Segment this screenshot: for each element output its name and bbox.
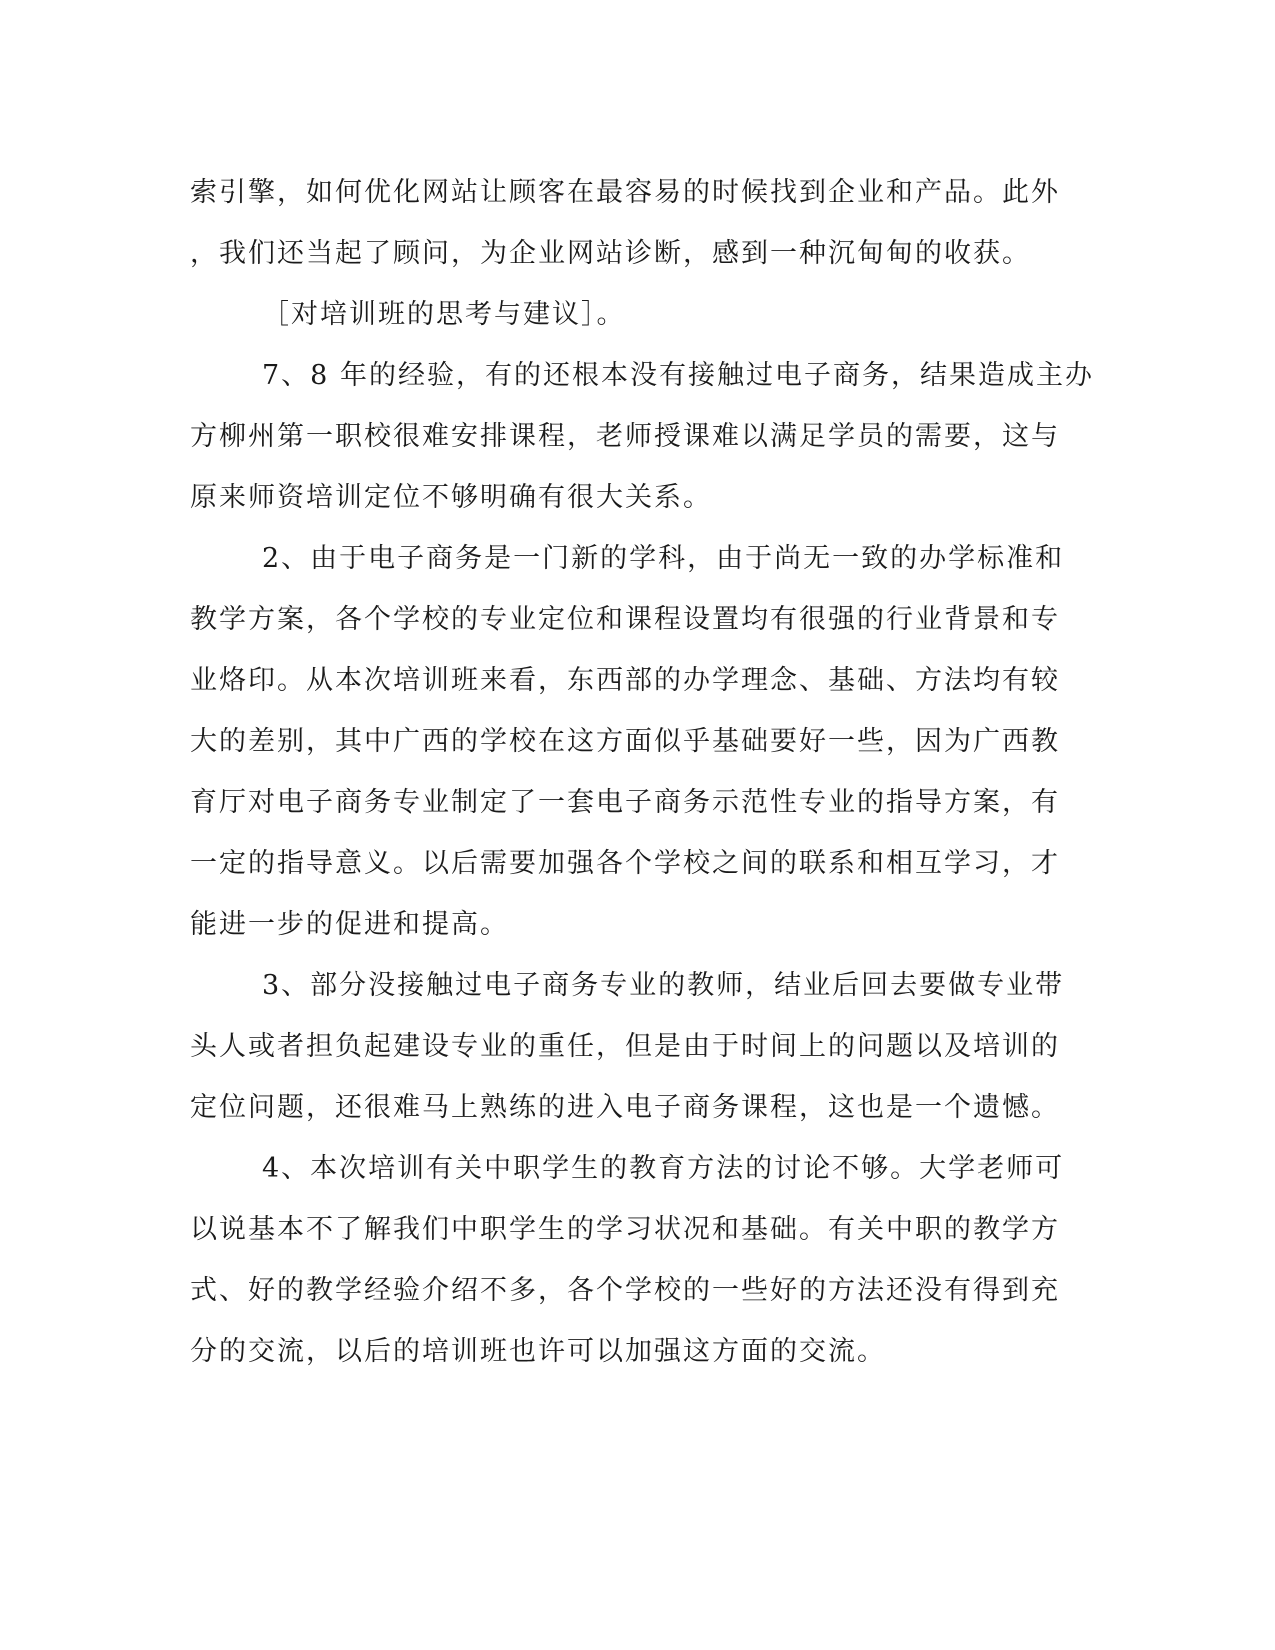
text-line-12: 一定的指导意义。以后需要加强各个学校之间的联系和相互学习，才 [190,848,1060,879]
text-line-8: 教学方案，各个学校的专业定位和课程设置均有很强的行业背景和专 [190,604,1060,635]
text-line-4: 7、8 年的经验，有的还根本没有接触过电子商务，结果造成主办 [262,360,1094,391]
text-line-16: 定位问题，还很难马上熟练的进入电子商务课程，这也是一个遗憾。 [190,1092,1060,1123]
text-line-1: 索引擎，如何优化网站让顾客在最容易的时候找到企业和产品。此外 [190,177,1060,208]
text-line-18: 以说基本不了解我们中职学生的学习状况和基础。有关中职的教学方 [190,1214,1060,1245]
section-heading: ［对培训班的思考与建议］。 [262,299,626,330]
text-line-2: ，我们还当起了顾问，为企业网站诊断，感到一种沉甸甸的收获。 [190,238,1031,269]
text-line-14: 3、部分没接触过电子商务专业的教师，结业后回去要做专业带 [262,970,1065,1001]
text-line-6: 原来师资培训定位不够明确有很大关系。 [190,482,712,513]
text-line-11: 育厅对电子商务专业制定了一套电子商务示范性专业的指导方案，有 [190,787,1060,818]
text-line-19: 式、好的教学经验介绍不多，各个学校的一些好的方法还没有得到充 [190,1275,1060,1306]
text-line-20: 分的交流，以后的培训班也许可以加强这方面的交流。 [190,1336,886,1367]
text-line-7: 2、由于电子商务是一门新的学科，由于尚无一致的办学标准和 [262,543,1065,574]
document-body [190,162,1094,1382]
text-line-10: 大的差别，其中广西的学校在这方面似乎基础要好一些，因为广西教 [190,726,1060,757]
text-line-9: 业烙印。从本次培训班来看，东西部的办学理念、基础、方法均有较 [190,665,1060,696]
text-line-17: 4、本次培训有关中职学生的教育方法的讨论不够。大学老师可 [262,1153,1065,1184]
text-line-15: 头人或者担负起建设专业的重任，但是由于时间上的问题以及培训的 [190,1031,1060,1062]
text-line-5: 方柳州第一职校很难安排课程，老师授课难以满足学员的需要，这与 [190,421,1060,452]
text-line-13: 能进一步的促进和提高。 [190,909,509,940]
